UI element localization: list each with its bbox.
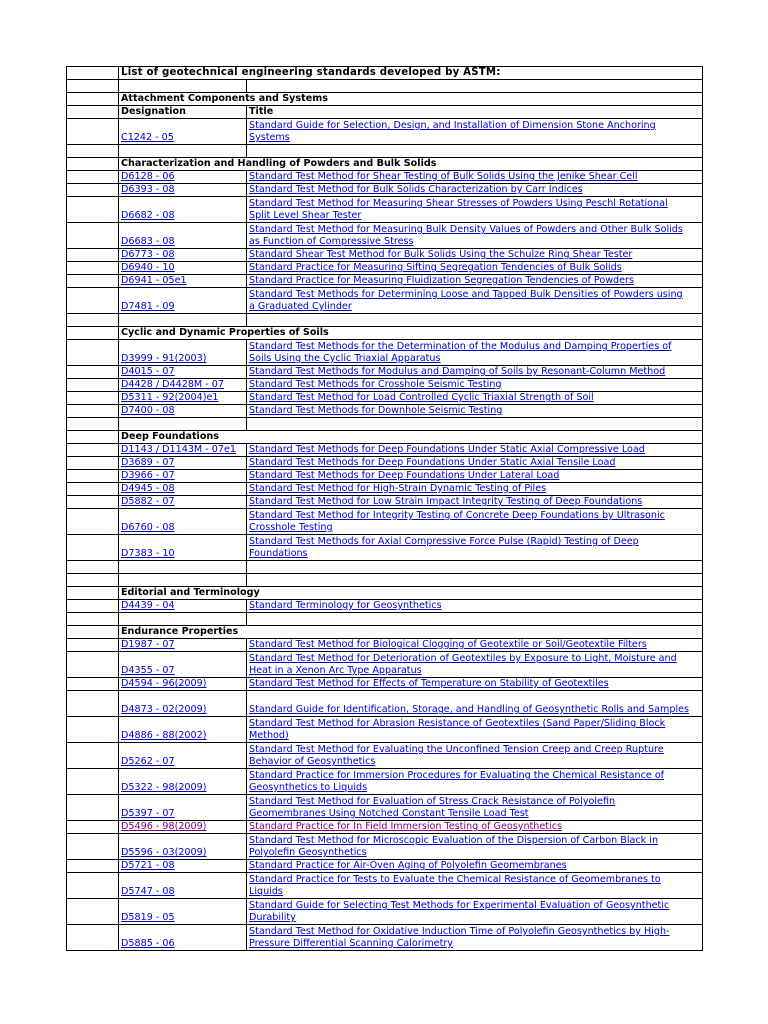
title-cell — [247, 717, 703, 743]
title-cell — [247, 171, 703, 184]
designation-link[interactable]: D6940 - 10 — [121, 262, 175, 273]
title-link[interactable]: Standard Test Method for Measuring Bulk Density Values of Powders and Other Bulk Solids as Function of Compressive Stress — [249, 224, 683, 247]
blank-cell[interactable] — [119, 418, 247, 431]
title-cell — [247, 873, 703, 899]
blank-cell[interactable] — [119, 561, 247, 574]
blank-cell[interactable] — [247, 574, 703, 587]
blank-cell[interactable] — [67, 574, 119, 587]
designation-cell — [119, 873, 247, 899]
standard-row — [67, 678, 703, 691]
title-cell — [247, 366, 703, 379]
designation-cell — [119, 860, 247, 873]
title-cell — [247, 509, 703, 535]
standard-row — [67, 821, 703, 834]
standard-row — [67, 535, 703, 561]
title-link[interactable]: Standard Shear Test Method for Bulk Solids Using the Schulze Ring Shear Tester — [249, 249, 633, 260]
blank-cell[interactable] — [67, 366, 119, 379]
designation-cell — [119, 639, 247, 652]
designation-link[interactable]: D4886 - 88(2002) — [121, 730, 207, 741]
title-link[interactable]: Standard Guide for Selecting Test Methods for Experimental Evaluation of Geosynthetic Durability — [249, 900, 670, 923]
title-cell — [247, 600, 703, 613]
standard-row — [67, 652, 703, 678]
designation-link[interactable]: D4594 - 96(2009) — [121, 678, 207, 689]
designation-cell — [119, 691, 247, 717]
title-link[interactable]: Standard Test Method for Load Controlled Cyclic Triaxial Strength of Soil — [249, 392, 594, 403]
standard-row — [67, 769, 703, 795]
designation-link[interactable]: D5397 - 07 — [121, 808, 175, 819]
blank-cell[interactable] — [67, 288, 119, 314]
blank-cell[interactable] — [67, 535, 119, 561]
designation-cell — [119, 496, 247, 509]
blank-cell[interactable] — [67, 678, 119, 691]
section-row — [67, 431, 703, 444]
designation-link[interactable]: D5262 - 07 — [121, 756, 175, 767]
title-cell — [247, 197, 703, 223]
title-link[interactable]: Standard Test Method for High-Strain Dynamic Testing of Piles — [249, 483, 547, 494]
title-link[interactable]: Standard Test Methods for Deep Foundations Under Static Axial Tensile Load — [249, 457, 616, 468]
designation-link[interactable]: D6683 - 08 — [121, 236, 175, 247]
standard-row — [67, 834, 703, 860]
standard-row — [67, 470, 703, 483]
designation-cell — [119, 834, 247, 860]
blank-cell[interactable] — [67, 444, 119, 457]
title-cell — [247, 223, 703, 249]
title-link[interactable]: Standard Practice for In Field Immersion Testing of Geosynthetics — [249, 821, 562, 832]
standard-row — [67, 275, 703, 288]
section-heading[interactable]: Editorial and Terminology — [119, 587, 703, 600]
blank-cell[interactable] — [67, 834, 119, 860]
blank-cell[interactable] — [247, 80, 703, 93]
title-link[interactable]: Standard Test Method for Microscopic Evaluation of the Dispersion of Carbon Black in Polyolefin Geosynthetics — [249, 835, 659, 858]
blank-row — [67, 80, 703, 93]
title-link[interactable]: Standard Test Methods for Deep Foundations Under Static Axial Compressive Load — [249, 444, 645, 455]
section-row — [67, 158, 703, 171]
designation-cell — [119, 821, 247, 834]
blank-cell[interactable] — [67, 158, 119, 171]
blank-cell[interactable] — [67, 860, 119, 873]
designation-cell — [119, 509, 247, 535]
designation-link[interactable]: D4015 - 07 — [121, 366, 175, 377]
designation-link[interactable]: D1143 / D1143M - 07e1 — [121, 444, 236, 455]
title-cell — [247, 249, 703, 262]
blank-row — [67, 574, 703, 587]
blank-cell[interactable] — [67, 613, 119, 626]
designation-cell — [119, 405, 247, 418]
designation-cell — [119, 197, 247, 223]
designation-header[interactable]: Designation — [119, 106, 247, 119]
title-cell — [247, 444, 703, 457]
blank-row — [67, 145, 703, 158]
blank-cell[interactable] — [67, 197, 119, 223]
title-link[interactable]: Standard Test Method for Abrasion Resistance of Geotextiles (Sand Paper/Sliding Block Method) — [249, 718, 666, 741]
blank-cell[interactable] — [247, 418, 703, 431]
designation-cell — [119, 600, 247, 613]
title-cell — [247, 392, 703, 405]
title-cell — [247, 470, 703, 483]
title-link[interactable]: Standard Test Method for Integrity Testing of Concrete Deep Foundations by Ultrasonic Crosshole Testing — [249, 510, 665, 533]
designation-cell — [119, 262, 247, 275]
title-header[interactable]: Title — [247, 106, 703, 119]
designation-link[interactable]: D3999 - 91(2003) — [121, 353, 207, 364]
designation-link[interactable]: D5596 - 03(2009) — [121, 847, 207, 858]
blank-cell[interactable] — [67, 431, 119, 444]
column-header-row — [67, 106, 703, 119]
standard-row — [67, 483, 703, 496]
blank-cell[interactable] — [67, 275, 119, 288]
designation-link[interactable]: D5885 - 06 — [121, 938, 175, 949]
title-link[interactable]: Standard Test Method for Oxidative Induction Time of Polyolefin Geosynthetics by High-Pressure Differential Scanning Calorimetry — [249, 926, 670, 949]
blank-cell[interactable] — [67, 899, 119, 925]
title-cell — [247, 457, 703, 470]
designation-link[interactable]: C1242 - 05 — [121, 132, 174, 143]
title-cell — [247, 639, 703, 652]
standard-row — [67, 223, 703, 249]
standard-row — [67, 119, 703, 145]
designation-cell — [119, 769, 247, 795]
blank-cell[interactable] — [67, 119, 119, 145]
designation-cell — [119, 483, 247, 496]
designation-link[interactable]: D4439 - 04 — [121, 600, 175, 611]
section-heading[interactable]: Endurance Properties — [119, 626, 703, 639]
standards-table — [66, 66, 703, 951]
designation-cell — [119, 379, 247, 392]
blank-cell[interactable] — [67, 626, 119, 639]
title-cell — [247, 119, 703, 145]
designation-cell — [119, 925, 247, 951]
designation-cell — [119, 392, 247, 405]
designation-cell — [119, 288, 247, 314]
designation-link[interactable]: D5819 - 05 — [121, 912, 175, 923]
title-link[interactable]: Standard Test Method for Shear Testing of Bulk Solids Using the Jenike Shear Cell — [249, 171, 638, 182]
blank-row — [67, 418, 703, 431]
blank-cell[interactable] — [247, 145, 703, 158]
title-link[interactable]: Standard Guide for Identification, Storage, and Handling of Geosynthetic Rolls and Samples — [249, 704, 690, 715]
blank-cell[interactable] — [67, 405, 119, 418]
blank-cell[interactable] — [67, 587, 119, 600]
designation-cell — [119, 249, 247, 262]
title-link[interactable]: Standard Test Method for Bulk Solids Characterization by Carr Indices — [249, 184, 583, 195]
sheet-title[interactable]: List of geotechnical engineering standards developed by ASTM: — [119, 67, 703, 80]
section-row — [67, 327, 703, 340]
designation-link[interactable]: D1987 - 07 — [121, 639, 175, 650]
blank-cell[interactable] — [119, 314, 247, 327]
blank-cell[interactable] — [67, 93, 119, 106]
title-link[interactable]: Standard Test Methods for Crosshole Seismic Testing — [249, 379, 502, 390]
designation-link[interactable]: D6773 - 08 — [121, 249, 175, 260]
standard-row — [67, 249, 703, 262]
title-cell — [247, 379, 703, 392]
designation-cell — [119, 457, 247, 470]
blank-cell[interactable] — [67, 639, 119, 652]
standard-row — [67, 379, 703, 392]
title-cell — [247, 795, 703, 821]
designation-cell — [119, 535, 247, 561]
standard-row — [67, 392, 703, 405]
designation-link[interactable]: D5496 - 98(2009) — [121, 821, 207, 832]
designation-link[interactable]: D6128 - 06 — [121, 171, 175, 182]
standard-row — [67, 691, 703, 717]
title-link[interactable]: Standard Test Method for Effects of Temperature on Stability of Geotextiles — [249, 678, 609, 689]
standard-row — [67, 860, 703, 873]
designation-cell — [119, 743, 247, 769]
title-cell — [247, 925, 703, 951]
blank-cell[interactable] — [67, 873, 119, 899]
blank-cell[interactable] — [67, 925, 119, 951]
designation-link[interactable]: D6760 - 08 — [121, 522, 175, 533]
title-link[interactable]: Standard Terminology for Geosynthetics — [249, 600, 442, 611]
blank-cell[interactable] — [67, 717, 119, 743]
blank-cell[interactable] — [67, 743, 119, 769]
title-link[interactable]: Standard Test Method for Biological Clogging of Geotextile or Soil/Geotextile Filters — [249, 639, 647, 650]
title-link[interactable]: Standard Test Method for Low Strain Impact Integrity Testing of Deep Foundations — [249, 496, 643, 507]
blank-cell[interactable] — [67, 392, 119, 405]
designation-cell — [119, 223, 247, 249]
designation-cell — [119, 184, 247, 197]
blank-cell[interactable] — [67, 821, 119, 834]
title-cell — [247, 340, 703, 366]
blank-cell[interactable] — [67, 457, 119, 470]
blank-cell[interactable] — [67, 106, 119, 119]
title-cell — [247, 405, 703, 418]
designation-link[interactable]: D4873 - 02(2009) — [121, 704, 207, 715]
title-cell — [247, 262, 703, 275]
blank-cell[interactable] — [67, 795, 119, 821]
designation-link[interactable]: D6941 - 05e1 — [121, 275, 187, 286]
designation-cell — [119, 678, 247, 691]
standard-row — [67, 340, 703, 366]
designation-cell — [119, 275, 247, 288]
designation-cell — [119, 119, 247, 145]
title-link[interactable]: Standard Test Method for Evaluation of Stress Crack Resistance of Polyolefin Geomembranes Using Notched Constant Tensile Load Test — [249, 796, 616, 819]
title-link[interactable]: Standard Test Methods for Deep Foundations Under Lateral Load — [249, 470, 560, 481]
title-cell — [247, 184, 703, 197]
blank-row — [67, 613, 703, 626]
title-cell — [247, 652, 703, 678]
designation-link[interactable]: D5311 - 92(2004)e1 — [121, 392, 219, 403]
blank-cell[interactable] — [67, 652, 119, 678]
standard-row — [67, 873, 703, 899]
blank-cell[interactable] — [67, 470, 119, 483]
designation-cell — [119, 470, 247, 483]
blank-cell[interactable] — [67, 769, 119, 795]
blank-cell[interactable] — [119, 574, 247, 587]
title-link[interactable]: Standard Guide for Selection, Design, and Installation of Dimension Stone Anchoring Systems — [249, 120, 656, 143]
blank-cell[interactable] — [67, 379, 119, 392]
blank-cell[interactable] — [67, 249, 119, 262]
standard-row — [67, 639, 703, 652]
designation-link[interactable]: D5322 - 98(2009) — [121, 782, 207, 793]
title-row — [67, 67, 703, 80]
blank-cell[interactable] — [67, 600, 119, 613]
section-heading[interactable]: Attachment Components and Systems — [119, 93, 703, 106]
standard-row — [67, 899, 703, 925]
blank-cell[interactable] — [67, 184, 119, 197]
title-link[interactable]: Standard Practice for Tests to Evaluate the Chemical Resistance of Geomembranes to Liquids — [249, 874, 661, 897]
standard-row — [67, 600, 703, 613]
designation-link[interactable]: D6682 - 08 — [121, 210, 175, 221]
title-cell — [247, 899, 703, 925]
designation-link[interactable]: D3966 - 07 — [121, 470, 175, 481]
standards-table-body — [67, 67, 703, 951]
blank-cell[interactable] — [67, 171, 119, 184]
designation-link[interactable]: D4428 / D4428M - 07 — [121, 379, 224, 390]
section-row — [67, 93, 703, 106]
standard-row — [67, 496, 703, 509]
designation-cell — [119, 171, 247, 184]
standard-row — [67, 717, 703, 743]
title-cell — [247, 860, 703, 873]
blank-cell[interactable] — [67, 223, 119, 249]
section-heading[interactable]: Deep Foundations — [119, 431, 703, 444]
designation-cell — [119, 340, 247, 366]
title-cell — [247, 483, 703, 496]
title-link[interactable]: Standard Practice for Measuring Fluidization Segregation Tendencies of Powders — [249, 275, 634, 286]
designation-cell — [119, 366, 247, 379]
blank-cell[interactable] — [67, 561, 119, 574]
blank-cell[interactable] — [119, 613, 247, 626]
section-heading[interactable]: Cyclic and Dynamic Properties of Soils — [119, 327, 703, 340]
blank-cell[interactable] — [67, 509, 119, 535]
blank-cell[interactable] — [67, 262, 119, 275]
designation-cell — [119, 652, 247, 678]
blank-cell[interactable] — [67, 67, 119, 80]
title-cell — [247, 496, 703, 509]
standard-row — [67, 743, 703, 769]
standard-row — [67, 288, 703, 314]
blank-cell[interactable] — [67, 80, 119, 93]
designation-link[interactable]: D4945 - 08 — [121, 483, 175, 494]
standard-row — [67, 457, 703, 470]
blank-cell[interactable] — [67, 327, 119, 340]
standard-row — [67, 197, 703, 223]
title-link[interactable]: Standard Test Methods for Downhole Seismic Testing — [249, 405, 503, 416]
title-cell — [247, 743, 703, 769]
blank-row — [67, 561, 703, 574]
blank-cell[interactable] — [67, 691, 119, 717]
blank-row — [67, 314, 703, 327]
designation-link[interactable]: D5721 - 08 — [121, 860, 175, 871]
designation-cell — [119, 795, 247, 821]
section-heading[interactable]: Characterization and Handling of Powders and Bulk Solids — [119, 158, 703, 171]
title-cell — [247, 535, 703, 561]
designation-link[interactable]: D3689 - 07 — [121, 457, 175, 468]
title-cell — [247, 275, 703, 288]
standard-row — [67, 444, 703, 457]
standard-row — [67, 184, 703, 197]
designation-link[interactable]: D7383 - 10 — [121, 548, 175, 559]
blank-cell[interactable] — [67, 340, 119, 366]
title-link[interactable]: Standard Test Methods for Determining Loose and Tapped Bulk Densities of Powders using a Graduated Cylinder — [249, 289, 683, 312]
standard-row — [67, 795, 703, 821]
title-link[interactable]: Standard Test Method for Deterioration of Geotextiles by Exposure to Light, Moisture and Heat in a Xenon Arc Type Apparatus — [249, 653, 677, 676]
section-row — [67, 626, 703, 639]
designation-link[interactable]: D6393 - 08 — [121, 184, 175, 195]
blank-cell[interactable] — [247, 314, 703, 327]
designation-link[interactable]: D7400 - 08 — [121, 405, 175, 416]
standard-row — [67, 262, 703, 275]
title-cell — [247, 834, 703, 860]
title-link[interactable]: Standard Practice for Air-Oven Aging of Polyolefin Geomembranes — [249, 860, 567, 871]
blank-cell[interactable] — [119, 145, 247, 158]
title-link[interactable]: Standard Practice for Immersion Procedures for Evaluating the Chemical Resistance of Geosynthetics to Liquids — [249, 770, 665, 793]
standard-row — [67, 405, 703, 418]
section-row — [67, 587, 703, 600]
designation-link[interactable]: D7481 - 09 — [121, 301, 175, 312]
title-cell — [247, 678, 703, 691]
title-link[interactable]: Standard Test Methods for Modulus and Damping of Soils by Resonant-Column Method — [249, 366, 666, 377]
designation-link[interactable]: D5882 - 07 — [121, 496, 175, 507]
designation-cell — [119, 717, 247, 743]
blank-cell[interactable] — [67, 496, 119, 509]
blank-cell[interactable] — [247, 561, 703, 574]
title-cell — [247, 691, 703, 717]
designation-link[interactable]: D5747 - 08 — [121, 886, 175, 897]
title-link[interactable]: Standard Practice for Measuring Sifting Segregation Tendencies of Bulk Solids — [249, 262, 622, 273]
standard-row — [67, 509, 703, 535]
title-link[interactable]: Standard Test Method for Measuring Shear Stresses of Powders Using Peschl Rotational Split Level Shear Tester — [249, 198, 668, 221]
title-cell — [247, 769, 703, 795]
title-link[interactable]: Standard Test Method for Evaluating the Unconfined Tension Creep and Creep Rupture Behavior of Geosynthetics — [249, 744, 664, 767]
standard-row — [67, 925, 703, 951]
title-link[interactable]: Standard Test Methods for the Determination of the Modulus and Damping Properties of Soils Using the Cyclic Triaxial Apparatus — [249, 341, 672, 364]
blank-cell[interactable] — [67, 483, 119, 496]
blank-cell[interactable] — [119, 80, 247, 93]
designation-cell — [119, 899, 247, 925]
blank-cell[interactable] — [247, 613, 703, 626]
title-link[interactable]: Standard Test Methods for Axial Compressive Force Pulse (Rapid) Testing of Deep Foundations — [249, 536, 639, 559]
title-cell — [247, 288, 703, 314]
designation-link[interactable]: D4355 - 07 — [121, 665, 175, 676]
blank-cell[interactable] — [67, 145, 119, 158]
standard-row — [67, 171, 703, 184]
standard-row — [67, 366, 703, 379]
designation-cell — [119, 444, 247, 457]
title-cell — [247, 821, 703, 834]
blank-cell[interactable] — [67, 418, 119, 431]
blank-cell[interactable] — [67, 314, 119, 327]
